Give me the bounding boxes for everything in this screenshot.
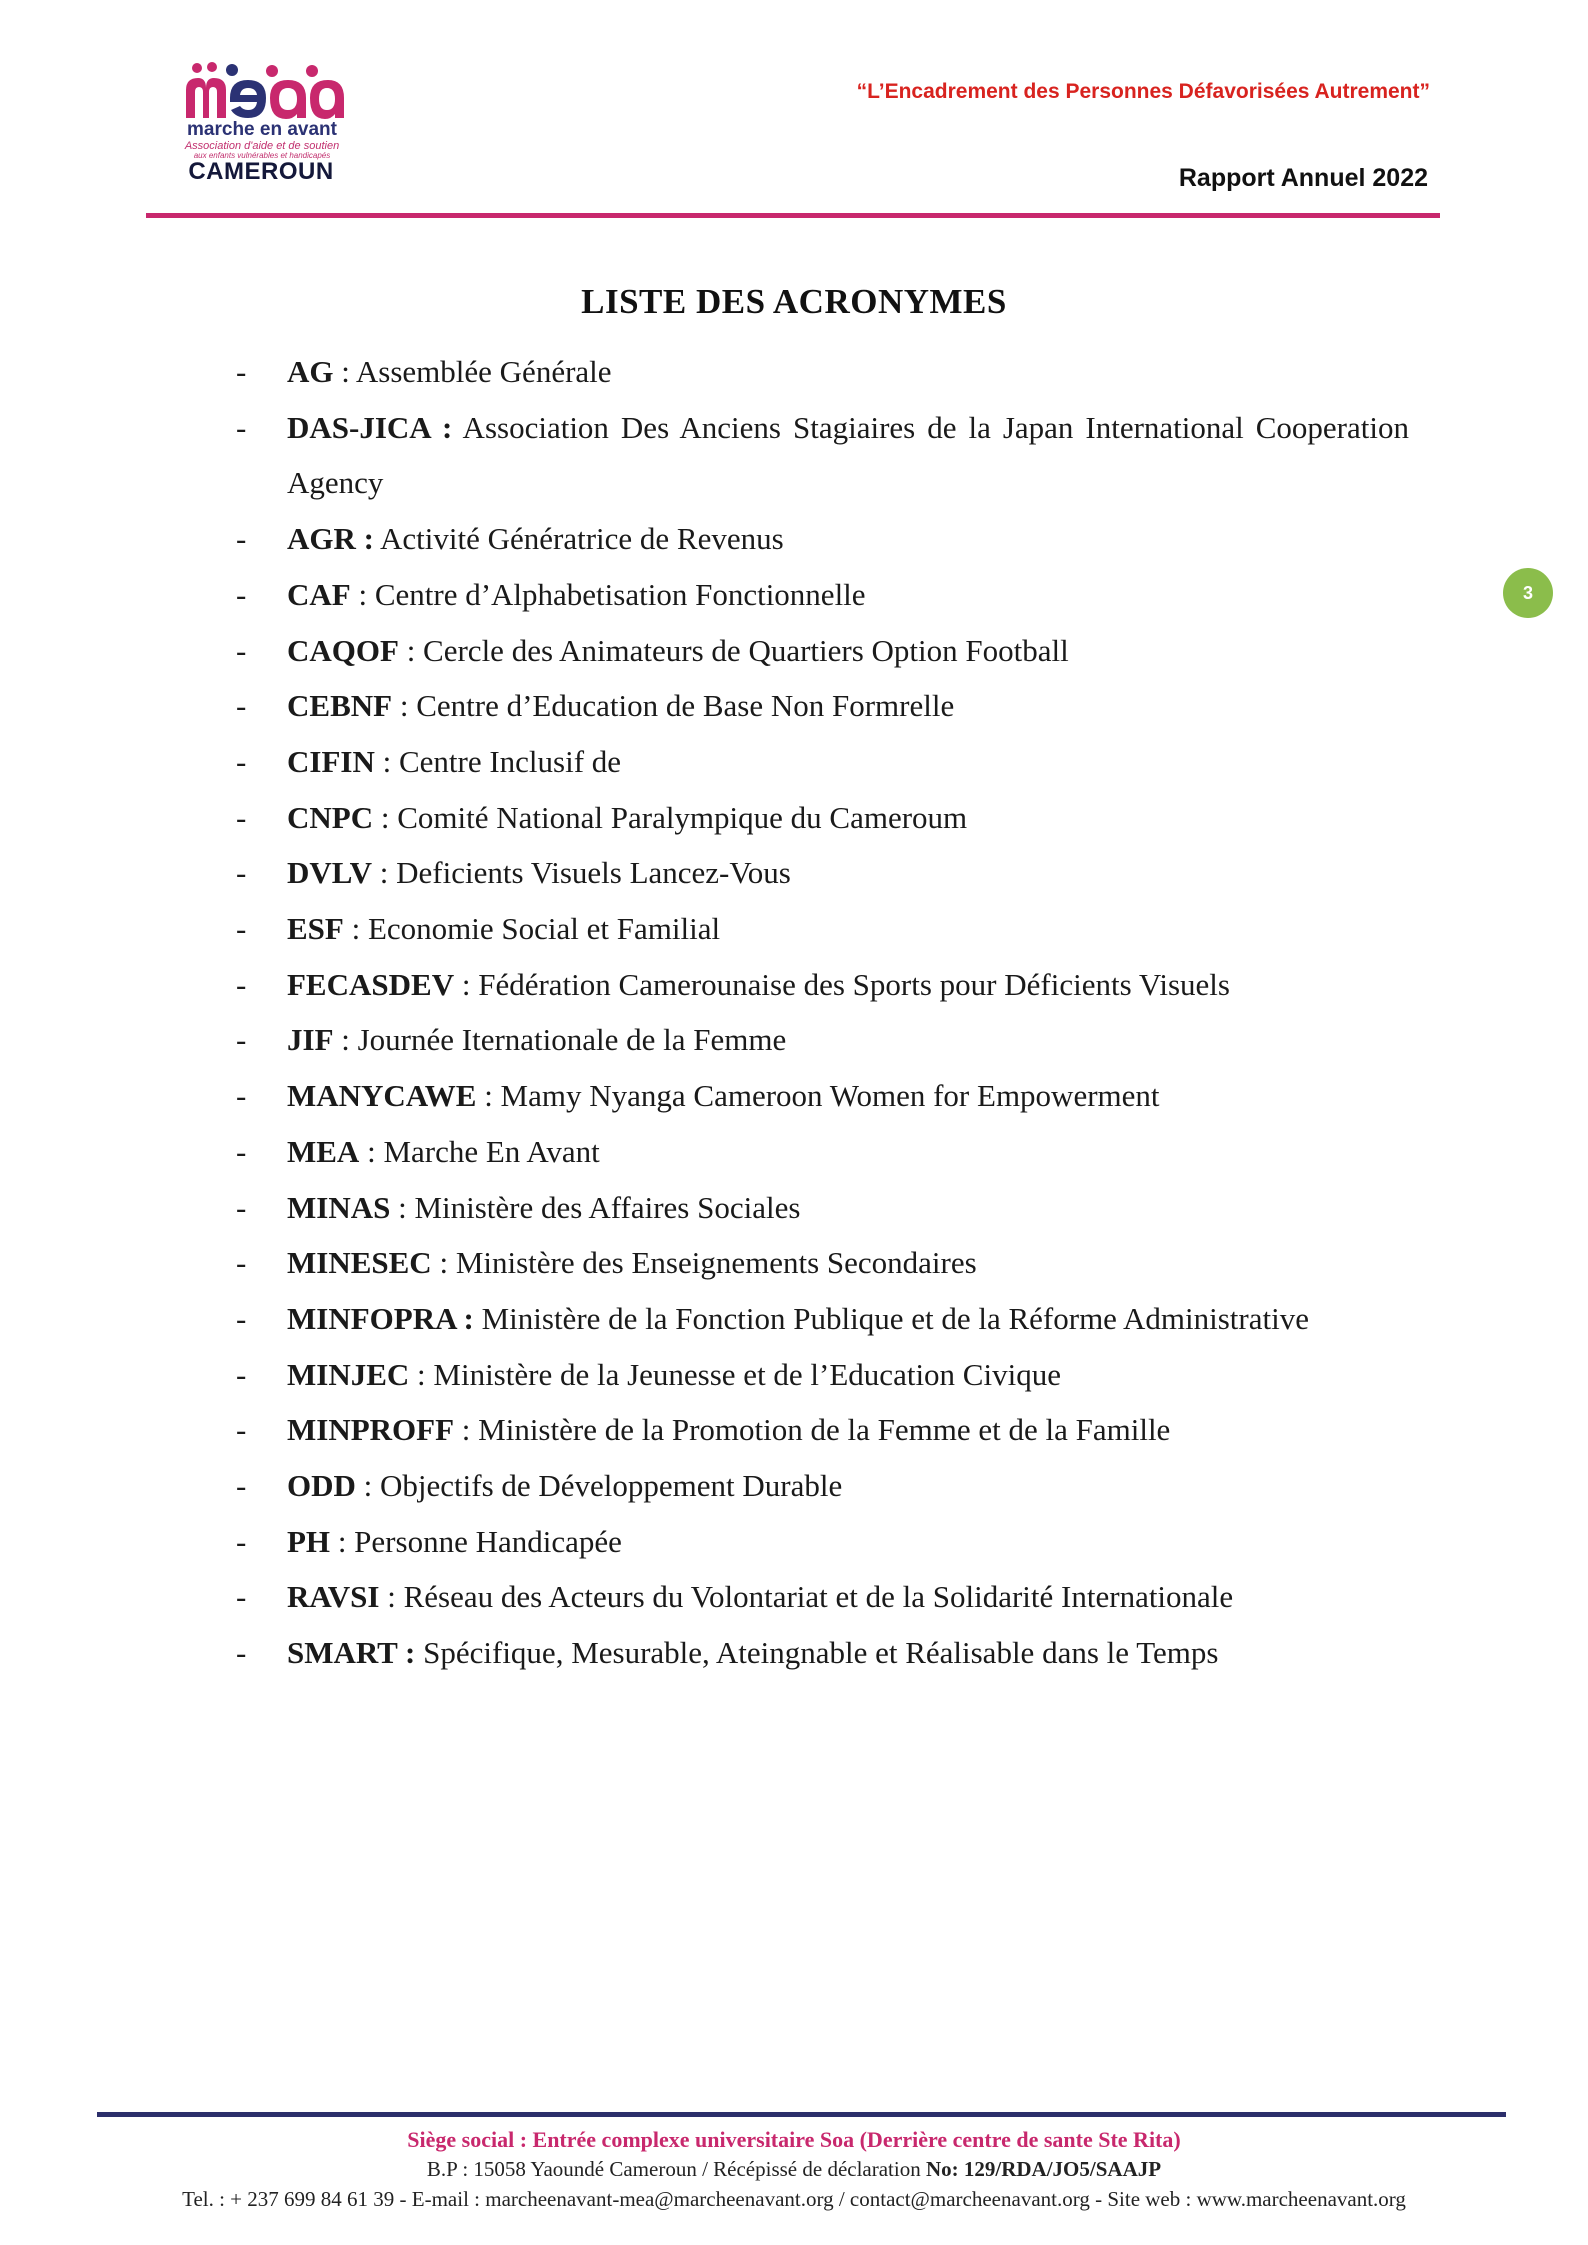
acronym-item (236, 678, 1409, 734)
list-bullet: - (236, 743, 247, 779)
acronym-definition: : Mamy Nyanga Cameroon Women for Empowerment (476, 1078, 1160, 1114)
acronym-definition: : Fédération Camerounaise des Sports pour Déficients Visuels (454, 966, 1230, 1002)
acronym-abbreviation: CIFIN (287, 743, 375, 779)
footer-bp: B.P : 15058 Yaoundé Cameroun / Récépissé de déclaration (426, 2157, 926, 2181)
page-number-badge: 3 (1503, 568, 1553, 618)
acronym-definition: : Centre d’Alphabetisation Fonctionnelle (350, 576, 866, 612)
acronym-item (236, 901, 1409, 957)
acronym-definition: : Comité National Paralympique du Cameroum (373, 799, 968, 835)
list-bullet: - (236, 966, 247, 1002)
acronym-abbreviation: ODD (287, 1468, 356, 1504)
acronym-definition: : Economie Social et Familial (343, 911, 721, 947)
logo-figures-icon (184, 62, 344, 120)
acronym-abbreviation: DAS-JICA : (287, 409, 453, 445)
list-bullet: - (236, 354, 247, 389)
acronym-item (236, 1514, 1409, 1570)
list-bullet: - (236, 1412, 247, 1448)
acronym-abbreviation: MINESEC (287, 1245, 432, 1281)
footer-registration (0, 2157, 1588, 2182)
logo-country: CAMEROUN (188, 158, 334, 185)
acronym-item (236, 845, 1409, 901)
acronym-item (236, 567, 1409, 623)
list-bullet: - (236, 911, 247, 947)
acronym-item (236, 957, 1409, 1013)
list-bullet: - (236, 632, 247, 668)
acronym-abbreviation: SMART : (287, 1635, 416, 1671)
list-bullet: - (236, 855, 247, 891)
acronym-item (236, 344, 1409, 400)
footer-address: Siège social : Entrée complexe universitaire Soa (Derrière centre de sante Ste Rita) (407, 2127, 1181, 2152)
list-bullet: - (236, 1022, 247, 1058)
acronym-abbreviation: MINPROFF (287, 1412, 455, 1448)
acronym-abbreviation: ESF (287, 911, 344, 947)
acronym-item (236, 1124, 1409, 1180)
list-bullet: - (236, 1579, 247, 1615)
logo-tagline-secondary: aux enfants vulnérables et handicapés (193, 151, 331, 160)
list-bullet: - (236, 1133, 247, 1169)
list-bullet: - (236, 688, 247, 724)
acronym-abbreviation: DVLV (287, 855, 372, 891)
acronym-abbreviation: FECASDEV (287, 966, 455, 1002)
list-bullet: - (236, 1189, 247, 1225)
footer-declaration-number: No: 129/RDA/JO5/SAAJP (925, 2157, 1162, 2181)
acronym-item (236, 623, 1409, 679)
list-bullet: - (236, 1245, 247, 1281)
acronym-item (236, 1291, 1409, 1347)
acronym-abbreviation: CNPC (287, 799, 374, 835)
acronym-definition: : Objectifs de Développement Durable (355, 1468, 843, 1504)
acronym-item (236, 1625, 1409, 1681)
organization-logo (176, 62, 366, 192)
acronym-abbreviation: MEA (287, 1133, 360, 1169)
list-bullet: - (236, 1356, 247, 1392)
list-bullet: - (236, 1468, 247, 1504)
acronym-item (236, 400, 1409, 511)
acronym-item (236, 1068, 1409, 1124)
acronym-definition: : Personne Handicapée (330, 1523, 622, 1559)
list-bullet: - (236, 799, 247, 835)
list-bullet: - (236, 521, 247, 557)
acronym-definition: : Ministère de la Jeunesse et de l’Education Civique (409, 1356, 1061, 1392)
acronym-item (236, 1402, 1409, 1458)
acronym-definition: : Réseau des Acteurs du Volontariat et de la Solidarité Internationale (379, 1579, 1234, 1615)
header-motto: “L’Encadrement des Personnes Défavorisées Autrement” (856, 80, 1430, 103)
logo-name: marche en avant (187, 119, 337, 140)
acronym-item (236, 1569, 1409, 1625)
acronym-abbreviation: AG (287, 354, 334, 389)
acronym-definition: : Journée Iternationale de la Femme (333, 1022, 787, 1058)
acronym-definition: : Centre d’Education de Base Non Formrelle (392, 688, 955, 724)
acronym-definition: Activité Génératrice de Revenus (373, 521, 784, 557)
acronym-item (236, 1180, 1409, 1236)
acronym-abbreviation: AGR : (287, 521, 374, 557)
acronym-item (236, 790, 1409, 846)
list-bullet: - (236, 1300, 247, 1336)
acronym-abbreviation: CAQOF (287, 632, 399, 668)
report-title: Rapport Annuel 2022 (1178, 164, 1428, 192)
acronym-abbreviation: JIF (287, 1022, 334, 1058)
list-bullet: - (236, 1523, 247, 1559)
acronym-definition: : Cercle des Animateurs de Quartiers Option Football (398, 632, 1069, 668)
acronym-definition: : Ministère des Enseignements Secondaires (431, 1245, 977, 1281)
page-title: LISTE DES ACRONYMES (581, 282, 1007, 321)
acronym-list (236, 344, 1409, 1681)
acronym-definition: Association Des Anciens Stagiaires de la Japan International Cooperation Agency (287, 409, 1409, 501)
acronym-abbreviation: MINAS (287, 1189, 391, 1225)
acronym-item (236, 1458, 1409, 1514)
acronym-abbreviation: MINJEC (287, 1356, 410, 1392)
acronym-abbreviation: MANYCAWE (287, 1078, 477, 1114)
acronym-definition: : Ministère de la Promotion de la Femme et de la Famille (454, 1412, 1171, 1448)
acronym-definition: : Centre Inclusif de (374, 743, 622, 779)
acronym-item (236, 734, 1409, 790)
acronym-item (236, 1347, 1409, 1403)
list-bullet: - (236, 409, 247, 445)
acronym-item (236, 1012, 1409, 1068)
acronym-definition: : Assemblée Générale (333, 354, 612, 389)
acronym-abbreviation: CEBNF (287, 688, 393, 724)
acronym-abbreviation: RAVSI (287, 1579, 380, 1615)
logo-tagline: Association d'aide et de soutien (184, 140, 340, 152)
acronym-definition: Spécifique, Mesurable, Ateingnable et Réalisable dans le Temps (415, 1635, 1219, 1671)
acronym-definition: : Ministère des Affaires Sociales (390, 1189, 801, 1225)
acronym-abbreviation: PH (287, 1523, 331, 1559)
acronym-item (236, 511, 1409, 567)
acronym-item (236, 1235, 1409, 1291)
acronym-definition: Ministère de la Fonction Publique et de la Réforme Administrative (473, 1300, 1309, 1336)
list-bullet: - (236, 576, 247, 612)
acronym-abbreviation: CAF (287, 576, 351, 612)
acronym-abbreviation: MINFOPRA : (287, 1300, 474, 1336)
list-bullet: - (236, 1635, 247, 1671)
acronym-definition: : Deficients Visuels Lancez-Vous (372, 855, 791, 891)
footer-contact: Tel. : + 237 699 84 61 39 - E-mail : marcheenavant-mea@marcheenavant.org / contact@marcheenavant.org - Site web : www.marcheenavant.org (182, 2187, 1406, 2211)
list-bullet: - (236, 1078, 247, 1114)
header-divider (146, 213, 1440, 218)
acronym-definition: : Marche En Avant (359, 1133, 600, 1169)
footer-divider (97, 2112, 1506, 2117)
